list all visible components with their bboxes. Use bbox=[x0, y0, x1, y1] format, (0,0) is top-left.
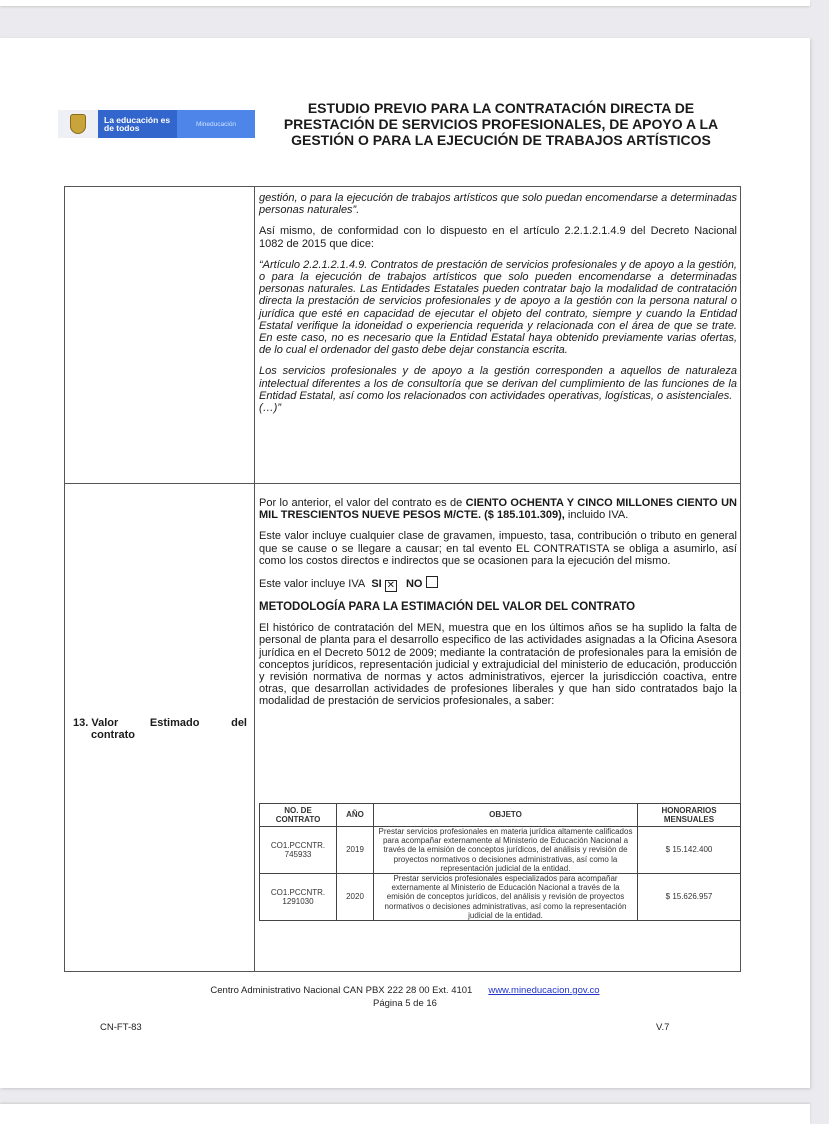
no-label: NO bbox=[405, 578, 423, 591]
value-amount: CIENTO OCHENTA Y CINCO MILLONES CIENTO UN MIL TRESCIENTOS NUEVE PESOS M/CTE. ($ 185.101.309), bbox=[259, 497, 737, 522]
value-includes: Este valor incluye cualquier clase de gravamen, impuesto, tasa, contribución o tributo en general que se cause o se llegare a causar; en tal evento EL CONTRATISTA se obliga a asumirlo, así como los costos directos e indirectos que se ocasionen para la ejecución del mismo. bbox=[259, 530, 737, 567]
contracts-history-table bbox=[259, 803, 741, 921]
iva-question bbox=[259, 576, 737, 592]
row-divider bbox=[65, 483, 740, 484]
footer-address-line bbox=[0, 985, 810, 996]
contract-fees: $ 15.142.400 bbox=[638, 827, 741, 874]
page-number: Página 5 de 16 bbox=[373, 998, 437, 1009]
logo-brand: Mineducación bbox=[177, 110, 255, 138]
contract-object: Prestar servicios profesionales especializados para acompañar externamente al Ministerio de Educación Nacional a través de la emisión de conceptos jurídicos, del análisis y revisión de proyectos normativos o decisiones administrativas, así como la representación judicial de la entidad. bbox=[374, 874, 638, 921]
contract-fees: $ 15.626.957 bbox=[638, 874, 741, 921]
previous-page-edge bbox=[0, 0, 810, 6]
ellipsis: (…)” bbox=[259, 402, 281, 415]
document-title: ESTUDIO PREVIO PARA LA CONTRATACIÓN DIRECTA DE PRESTACIÓN DE SERVICIOS PROFESIONALES, DE APOYO A LA GESTIÓN O PARA LA EJECUCIÓN DE TRABAJOS ARTÍSTICOS bbox=[283, 100, 719, 148]
contract-number: CO1.PCCNTR. 1291030 bbox=[260, 874, 337, 921]
valor-estimado-cell bbox=[259, 497, 737, 717]
article-quote: “Artículo 2.2.1.2.1.4.9. Contratos de prestación de servicios profesionales y de apoyo a la gestión, o para la ejecución de trabajos artísticos que solo pueden encomendarse a determinadas personas naturales. Las Entidades Estatales pueden contratar bajo la modalidad de contratación directa la prestación de servicios profesionales y de apoyo a la gestión con la persona natural o jurídica que esté en capacidad de ejecutar el objeto del contrato, siempre y cuando la Entidad Estatal verifique la idoneidad o experiencia requerida y relacionada con el área de que se trate. En este caso, no es necesario que la Entidad Estatal haya obtenido previamente varias ofertas, de lo cual el ordenador del gasto debe dejar constancia escrita. bbox=[259, 258, 737, 357]
quote-end: gestión, o para la ejecución de trabajos artísticos que solo puedan encomendarse a determinadas personas naturales”. bbox=[259, 192, 737, 217]
website-link[interactable]: www.mineducacion.gov.co bbox=[488, 985, 600, 996]
methodology-text: El histórico de contratación del MEN, muestra que en los últimos años se ha suplido la falta de personal de planta para el desarrollo especifico de las actividades asignadas a la Oficina Asesora jurídica en el Decreto 5012 de 2009; mediante la contratación de profesionales para la emisión de conceptos jurídicos, representación judicial y extrajudicial del ministerio de educación, producción y revisión normativa de normas y actos administrativos, ejercer la jurisdicción coactiva, entre otras, que desarrollan actividades de profesiones liberales y que han sido contratados bajo la modalidad de prestación de servicios profesionales, a saber: bbox=[259, 622, 737, 708]
label-part: 13. Valor bbox=[73, 717, 119, 729]
contract-number: CO1.PCCNTR. 745933 bbox=[260, 827, 337, 874]
column-divider bbox=[254, 187, 255, 971]
footer-address: Centro Administrativo Nacional CAN PBX 222 28 00 Ext. 4101 bbox=[210, 985, 473, 996]
logo-slogan: La educación es de todos bbox=[98, 110, 177, 138]
col-header: NO. DE CONTRATO bbox=[260, 804, 337, 827]
content-table bbox=[64, 186, 741, 972]
contract-year: 2019 bbox=[337, 827, 374, 874]
methodology-heading: METODOLOGÍA PARA LA ESTIMACIÓN DEL VALOR DEL CONTRATO bbox=[259, 601, 636, 614]
mineducacion-logo bbox=[58, 110, 255, 138]
label-part: contrato bbox=[91, 729, 135, 741]
legal-basis-cell bbox=[259, 192, 737, 423]
table-row bbox=[260, 827, 741, 874]
si-checkbox[interactable]: ✕ bbox=[386, 580, 395, 592]
coat-of-arms-icon bbox=[58, 110, 98, 138]
services-definition: Los servicios profesionales y de apoyo a la gestión corresponden a aquellos de naturaleza intelectual diferentes a los de consultoría que se derivan del cumplimiento de las funciones de la Entidad Estatal, así como los relacionados con actividades operativas, logísticas, o asistenciales. bbox=[259, 365, 737, 402]
contract-year: 2020 bbox=[337, 874, 374, 921]
contract-value bbox=[259, 497, 737, 521]
table-header-row bbox=[260, 804, 741, 827]
col-header: HONORARIOS MENSUALES bbox=[638, 804, 741, 827]
label-part: del bbox=[231, 717, 247, 729]
col-header: OBJETO bbox=[374, 804, 638, 827]
iva-text: Este valor incluye IVA bbox=[259, 578, 366, 591]
decree-intro: Así mismo, de conformidad con lo dispuesto en el artículo 2.2.1.2.1.4.9 del Decreto Nacional 1082 de 2015 que dice: bbox=[259, 225, 737, 250]
form-version: V.7 bbox=[656, 1022, 670, 1033]
contract-object: Prestar servicios profesionales en materia jurídica altamente calificados para acompañar externamente al Ministerio de Educación Nacional a través de la emisión de conceptos jurídicos, del análisis y revisión de proyectos normativos o decisiones administrativas, así como la representación judicial de la entidad. bbox=[374, 827, 638, 874]
section-label-valor-estimado bbox=[73, 717, 247, 741]
form-code: CN-FT-83 bbox=[100, 1022, 142, 1033]
value-iva: incluido IVA. bbox=[564, 509, 629, 522]
value-intro: Por lo anterior, el valor del contrato es de bbox=[259, 497, 466, 509]
next-page-edge bbox=[0, 1104, 810, 1124]
no-checkbox[interactable] bbox=[426, 576, 438, 588]
table-row bbox=[260, 874, 741, 921]
si-label: SI bbox=[371, 578, 382, 591]
label-part: Estimado bbox=[149, 717, 200, 729]
col-header: AÑO bbox=[337, 804, 374, 827]
